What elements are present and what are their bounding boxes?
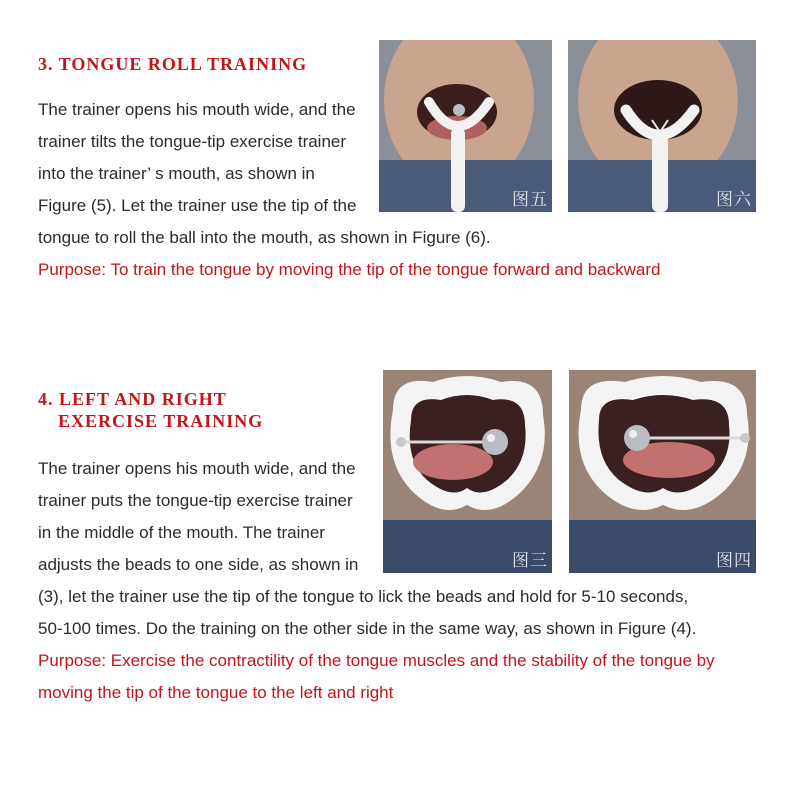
figure-4-photo xyxy=(569,370,756,573)
section4-text-line: The trainer opens his mouth wide, and the xyxy=(38,459,356,478)
section3-text-line: trainer tilts the tongue-tip exercise trainer xyxy=(38,132,347,151)
figure-5-photo xyxy=(379,40,552,212)
section4-heading-line2: EXERCISE TRAINING xyxy=(58,411,264,431)
section4-text-line: trainer puts the tongue-tip exercise trainer xyxy=(38,491,353,510)
section4-text-line: adjusts the beads to one side, as shown in xyxy=(38,555,359,574)
figure-4-caption: 图四 xyxy=(716,551,752,571)
section4-purpose-line: moving the tip of the tongue to the left and right xyxy=(38,683,394,702)
section3-purpose: Purpose: To train the tongue by moving the tip of the tongue forward and backward xyxy=(38,260,661,279)
section3-text-line: Figure (5). Let the trainer use the tip of the xyxy=(38,196,357,215)
section4-text-line: 50-100 times. Do the training on the other side in the same way, as shown in Figure (4). xyxy=(38,619,697,638)
section4-text-line: in the middle of the mouth. The trainer xyxy=(38,523,325,542)
section3-text-line: The trainer opens his mouth wide, and the xyxy=(38,100,356,119)
section4-text-line: (3), let the trainer use the tip of the tongue to lick the beads and hold for 5-10 seconds, xyxy=(38,587,689,606)
section3-text-line: into the trainer’ s mouth, as shown in xyxy=(38,164,315,183)
figure-3-photo xyxy=(383,370,552,573)
figure-3-caption: 图三 xyxy=(512,551,548,571)
figure-6-caption: 图六 xyxy=(716,190,752,210)
section4-heading-line1: 4. LEFT AND RIGHT xyxy=(38,389,227,409)
section3-text-line: tongue to roll the ball into the mouth, as shown in Figure (6). xyxy=(38,228,491,247)
figure-6-photo xyxy=(568,40,756,212)
section3-heading: 3. TONGUE ROLL TRAINING xyxy=(38,54,308,74)
figure-5-caption: 图五 xyxy=(512,190,548,210)
section4-purpose-line: Purpose: Exercise the contractility of the tongue muscles and the stability of the tongue by xyxy=(38,651,715,670)
